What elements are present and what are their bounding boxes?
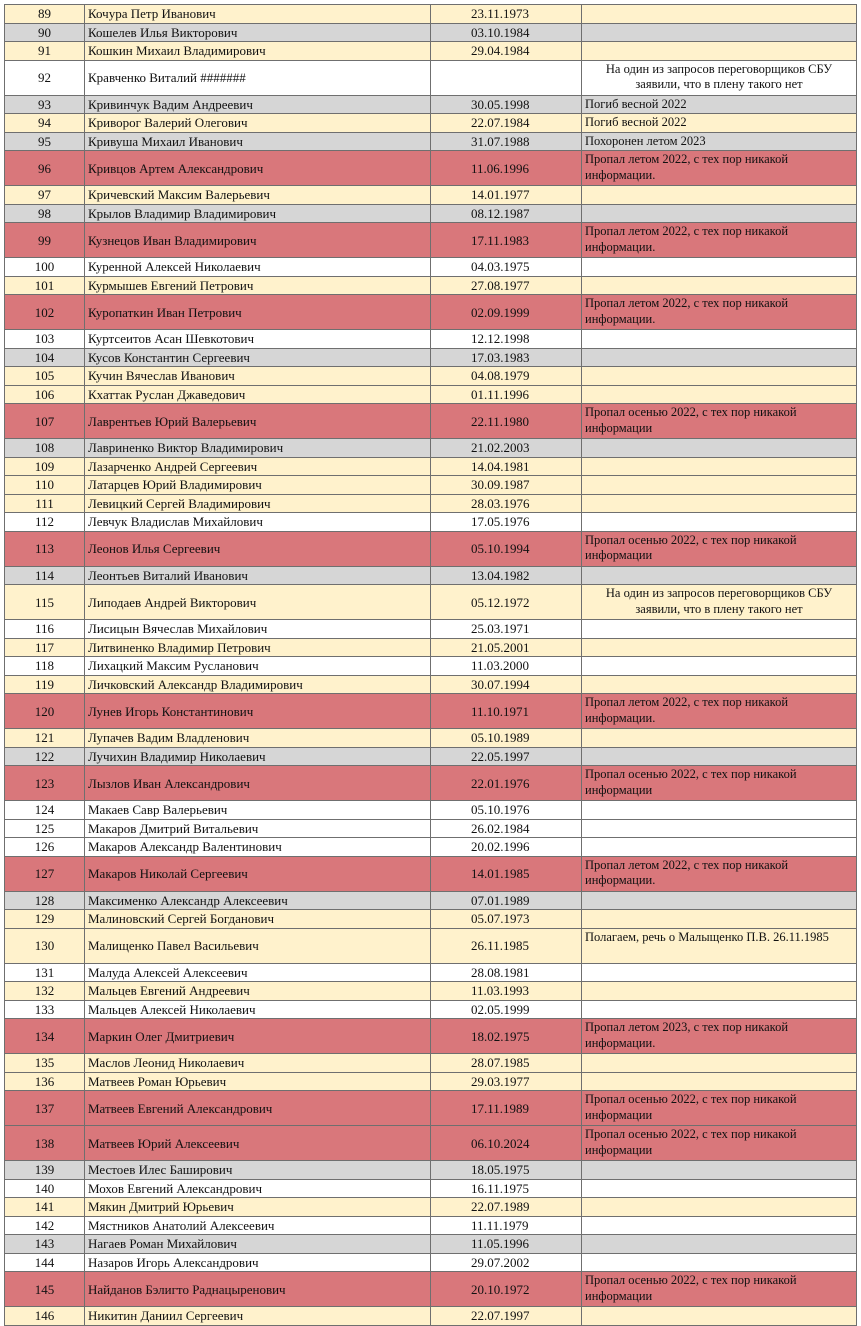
status-note-cell [582,385,857,404]
birth-date-cell: 05.07.1973 [431,910,582,929]
person-name-cell: Кусов Константин Сергеевич [85,348,431,367]
person-name-cell: Кошкин Михаил Владимирович [85,42,431,61]
row-number-cell: 123 [5,766,85,801]
birth-date-cell: 17.05.1976 [431,513,582,532]
person-name-cell: Леонтьев Виталий Иванович [85,566,431,585]
row-number-cell: 133 [5,1000,85,1019]
table-row [5,928,857,963]
row-number-cell: 113 [5,531,85,566]
table-row [5,95,857,114]
status-note-cell: Пропал осенью 2022, с тех пор никакой информации [582,1126,857,1161]
table-row [5,1126,857,1161]
person-name-cell: Лисицын Вячеслав Михайлович [85,620,431,639]
status-note-cell [582,638,857,657]
birth-date-cell: 18.02.1975 [431,1019,582,1054]
table-row [5,494,857,513]
birth-date-cell: 07.01.1989 [431,891,582,910]
status-note-cell [582,1216,857,1235]
row-number-cell: 137 [5,1091,85,1126]
person-name-cell: Криворог Валерий Олегович [85,114,431,133]
person-name-cell: Мохов Евгений Александрович [85,1179,431,1198]
person-name-cell: Куренной Алексей Николаевич [85,258,431,277]
birth-date-cell: 14.01.1985 [431,856,582,891]
table-row [5,694,857,729]
row-number-cell: 127 [5,856,85,891]
birth-date-cell: 17.11.1983 [431,223,582,258]
status-note-cell [582,42,857,61]
table-row [5,513,857,532]
table-row [5,801,857,820]
row-number-cell: 144 [5,1253,85,1272]
row-number-cell: 146 [5,1307,85,1326]
row-number-cell: 111 [5,494,85,513]
person-name-cell: Кричевский Максим Валерьевич [85,186,431,205]
row-number-cell: 98 [5,204,85,223]
status-note-cell [582,204,857,223]
birth-date-cell: 20.02.1996 [431,838,582,857]
birth-date-cell: 30.05.1998 [431,95,582,114]
table-row [5,747,857,766]
person-name-cell: Макаев Савр Валерьевич [85,801,431,820]
row-number-cell: 141 [5,1198,85,1217]
row-number-cell: 128 [5,891,85,910]
row-number-cell: 97 [5,186,85,205]
birth-date-cell: 06.10.2024 [431,1126,582,1161]
row-number-cell: 116 [5,620,85,639]
table-row [5,258,857,277]
row-number-cell: 117 [5,638,85,657]
table-row [5,620,857,639]
row-number-cell: 110 [5,476,85,495]
person-name-cell: Малищенко Павел Васильевич [85,928,431,963]
table-row [5,457,857,476]
birth-date-cell: 11.03.1993 [431,982,582,1001]
row-number-cell: 130 [5,928,85,963]
table-row [5,1000,857,1019]
status-note-cell [582,1161,857,1180]
status-note-cell [582,982,857,1001]
status-note-cell [582,258,857,277]
status-note-cell: На один из запросов переговорщиков СБУ заявили, что в плену такого нет [582,585,857,620]
person-name-cell: Маркин Олег Дмитриевич [85,1019,431,1054]
person-name-cell: Лызлов Иван Александрович [85,766,431,801]
person-name-cell: Малиновский Сергей Богданович [85,910,431,929]
table-row [5,223,857,258]
table-row [5,186,857,205]
table-row [5,910,857,929]
row-number-cell: 145 [5,1272,85,1307]
person-name-cell: Кузнецов Иван Владимирович [85,223,431,258]
table-row [5,330,857,349]
status-note-cell [582,747,857,766]
table-row [5,982,857,1001]
person-name-cell: Куртсеитов Асан Шевкотович [85,330,431,349]
table-row [5,838,857,857]
person-name-cell: Найданов Бэлигто Раднацыренович [85,1272,431,1307]
table-row [5,348,857,367]
birth-date-cell: 14.04.1981 [431,457,582,476]
status-note-cell [582,276,857,295]
person-name-cell: Нагаев Роман Михайлович [85,1235,431,1254]
row-number-cell: 140 [5,1179,85,1198]
birth-date-cell [431,60,582,95]
person-name-cell: Куропаткин Иван Петрович [85,295,431,330]
row-number-cell: 103 [5,330,85,349]
status-note-cell [582,367,857,386]
table-row [5,1054,857,1073]
person-name-cell: Макаров Дмитрий Витальевич [85,819,431,838]
person-name-cell: Липодаев Андрей Викторович [85,585,431,620]
table-row [5,404,857,439]
person-name-cell: Макаров Александр Валентинович [85,838,431,857]
status-note-cell [582,729,857,748]
birth-date-cell: 22.07.1989 [431,1198,582,1217]
table-row [5,1216,857,1235]
table-body [5,5,857,1326]
prisoner-list-table [4,4,857,1326]
row-number-cell: 129 [5,910,85,929]
table-row [5,1072,857,1091]
row-number-cell: 93 [5,95,85,114]
person-name-cell: Лавриненко Виктор Владимирович [85,439,431,458]
status-note-cell [582,675,857,694]
table-row [5,819,857,838]
person-name-cell: Кривуша Михаил Иванович [85,132,431,151]
row-number-cell: 131 [5,963,85,982]
status-note-cell: Пропал осенью 2022, с тех пор никакой информации [582,531,857,566]
status-note-cell: На один из запросов переговорщиков СБУ заявили, что в плену такого нет [582,60,857,95]
row-number-cell: 124 [5,801,85,820]
birth-date-cell: 02.05.1999 [431,1000,582,1019]
table-row [5,132,857,151]
table-row [5,675,857,694]
birth-date-cell: 20.10.1972 [431,1272,582,1307]
status-note-cell: Пропал летом 2022, с тех пор никакой информации. [582,856,857,891]
status-note-cell [582,1054,857,1073]
birth-date-cell: 21.02.2003 [431,439,582,458]
status-note-cell [582,819,857,838]
person-name-cell: Матвеев Юрий Алексеевич [85,1126,431,1161]
birth-date-cell: 26.11.1985 [431,928,582,963]
status-note-cell: Пропал летом 2022, с тех пор никакой информации. [582,151,857,186]
row-number-cell: 120 [5,694,85,729]
person-name-cell: Никитин Даниил Сергеевич [85,1307,431,1326]
status-note-cell [582,566,857,585]
table-row [5,729,857,748]
status-note-cell [582,1235,857,1254]
person-name-cell: Латарцев Юрий Владимирович [85,476,431,495]
row-number-cell: 126 [5,838,85,857]
status-note-cell: Полагаем, речь о Малыщенко П.В. 26.11.1985 [582,928,857,963]
person-name-cell: Лучихин Владимир Николаевич [85,747,431,766]
status-note-cell [582,1307,857,1326]
row-number-cell: 109 [5,457,85,476]
status-note-cell [582,1000,857,1019]
table-row [5,1307,857,1326]
status-note-cell [582,1198,857,1217]
table-row [5,856,857,891]
birth-date-cell: 05.10.1989 [431,729,582,748]
person-name-cell: Матвеев Роман Юрьевич [85,1072,431,1091]
person-name-cell: Левчук Владислав Михайлович [85,513,431,532]
table-row [5,1235,857,1254]
status-note-cell: Погиб весной 2022 [582,114,857,133]
birth-date-cell: 28.08.1981 [431,963,582,982]
birth-date-cell: 01.11.1996 [431,385,582,404]
row-number-cell: 136 [5,1072,85,1091]
row-number-cell: 135 [5,1054,85,1073]
person-name-cell: Лихацкий Максим Русланович [85,657,431,676]
table-row [5,963,857,982]
birth-date-cell: 03.10.1984 [431,23,582,42]
table-row [5,638,857,657]
row-number-cell: 132 [5,982,85,1001]
row-number-cell: 121 [5,729,85,748]
birth-date-cell: 11.03.2000 [431,657,582,676]
row-number-cell: 102 [5,295,85,330]
table-row [5,1198,857,1217]
person-name-cell: Личковский Александр Владимирович [85,675,431,694]
person-name-cell: Мальцев Евгений Андреевич [85,982,431,1001]
status-note-cell: Пропал осенью 2022, с тех пор никакой информации [582,1091,857,1126]
birth-date-cell: 21.05.2001 [431,638,582,657]
status-note-cell: Похоронен летом 2023 [582,132,857,151]
table-row [5,276,857,295]
table-row [5,566,857,585]
person-name-cell: Максименко Александр Алексеевич [85,891,431,910]
status-note-cell: Погиб весной 2022 [582,95,857,114]
row-number-cell: 96 [5,151,85,186]
row-number-cell: 143 [5,1235,85,1254]
person-name-cell: Кошелев Илья Викторович [85,23,431,42]
birth-date-cell: 16.11.1975 [431,1179,582,1198]
row-number-cell: 112 [5,513,85,532]
birth-date-cell: 23.11.1973 [431,5,582,24]
person-name-cell: Местоев Илес Баширович [85,1161,431,1180]
table-row [5,531,857,566]
status-note-cell [582,1253,857,1272]
birth-date-cell: 14.01.1977 [431,186,582,205]
status-note-cell [582,494,857,513]
table-row [5,295,857,330]
row-number-cell: 100 [5,258,85,277]
status-note-cell [582,891,857,910]
row-number-cell: 139 [5,1161,85,1180]
status-note-cell [582,910,857,929]
person-name-cell: Лунев Игорь Константинович [85,694,431,729]
person-name-cell: Назаров Игорь Александрович [85,1253,431,1272]
person-name-cell: Мястников Анатолий Алексеевич [85,1216,431,1235]
table-row [5,114,857,133]
table-row [5,60,857,95]
row-number-cell: 134 [5,1019,85,1054]
birth-date-cell: 29.03.1977 [431,1072,582,1091]
birth-date-cell: 11.11.1979 [431,1216,582,1235]
birth-date-cell: 05.10.1994 [431,531,582,566]
birth-date-cell: 30.09.1987 [431,476,582,495]
table-row [5,1253,857,1272]
person-name-cell: Малуда Алексей Алексеевич [85,963,431,982]
row-number-cell: 91 [5,42,85,61]
row-number-cell: 125 [5,819,85,838]
table-row [5,1091,857,1126]
status-note-cell: Пропал осенью 2022, с тех пор никакой информации [582,1272,857,1307]
status-note-cell: Пропал летом 2023, с тех пор никакой информации. [582,1019,857,1054]
row-number-cell: 122 [5,747,85,766]
person-name-cell: Мальцев Алексей Николаевич [85,1000,431,1019]
birth-date-cell: 22.05.1997 [431,747,582,766]
status-note-cell: Пропал летом 2022, с тех пор никакой информации. [582,223,857,258]
status-note-cell: Пропал летом 2022, с тех пор никакой информации. [582,694,857,729]
person-name-cell: Матвеев Евгений Александрович [85,1091,431,1126]
birth-date-cell: 30.07.1994 [431,675,582,694]
person-name-cell: Курмышев Евгений Петрович [85,276,431,295]
birth-date-cell: 28.07.1985 [431,1054,582,1073]
birth-date-cell: 22.01.1976 [431,766,582,801]
person-name-cell: Леонов Илья Сергеевич [85,531,431,566]
birth-date-cell: 22.11.1980 [431,404,582,439]
birth-date-cell: 11.05.1996 [431,1235,582,1254]
status-note-cell [582,513,857,532]
birth-date-cell: 17.11.1989 [431,1091,582,1126]
table-row [5,439,857,458]
person-name-cell: Крылов Владимир Владимирович [85,204,431,223]
birth-date-cell: 18.05.1975 [431,1161,582,1180]
table-row [5,1272,857,1307]
table-row [5,5,857,24]
person-name-cell: Маслов Леонид Николаевич [85,1054,431,1073]
status-note-cell [582,963,857,982]
row-number-cell: 101 [5,276,85,295]
row-number-cell: 94 [5,114,85,133]
person-name-cell: Макаров Николай Сергеевич [85,856,431,891]
table-row [5,151,857,186]
birth-date-cell: 29.04.1984 [431,42,582,61]
status-note-cell [582,801,857,820]
table-row [5,367,857,386]
table-row [5,23,857,42]
birth-date-cell: 22.07.1997 [431,1307,582,1326]
status-note-cell [582,1072,857,1091]
birth-date-cell: 13.04.1982 [431,566,582,585]
status-note-cell [582,620,857,639]
person-name-cell: Лупачев Вадим Владленович [85,729,431,748]
person-name-cell: Кравченко Виталий ####### [85,60,431,95]
birth-date-cell: 28.03.1976 [431,494,582,513]
status-note-cell: Пропал осенью 2022, с тех пор никакой информации [582,766,857,801]
row-number-cell: 92 [5,60,85,95]
birth-date-cell: 25.03.1971 [431,620,582,639]
row-number-cell: 105 [5,367,85,386]
row-number-cell: 107 [5,404,85,439]
birth-date-cell: 08.12.1987 [431,204,582,223]
row-number-cell: 99 [5,223,85,258]
row-number-cell: 108 [5,439,85,458]
status-note-cell [582,457,857,476]
birth-date-cell: 05.10.1976 [431,801,582,820]
row-number-cell: 119 [5,675,85,694]
person-name-cell: Лаврентьев Юрий Валерьевич [85,404,431,439]
status-note-cell [582,186,857,205]
birth-date-cell: 27.08.1977 [431,276,582,295]
birth-date-cell: 11.06.1996 [431,151,582,186]
status-note-cell [582,439,857,458]
table-row [5,1179,857,1198]
row-number-cell: 104 [5,348,85,367]
person-name-cell: Кучин Вячеслав Иванович [85,367,431,386]
table-row [5,42,857,61]
status-note-cell: Пропал осенью 2022, с тех пор никакой информации [582,404,857,439]
birth-date-cell: 04.03.1975 [431,258,582,277]
person-name-cell: Кхаттак Руслан Джаведович [85,385,431,404]
birth-date-cell: 26.02.1984 [431,819,582,838]
table-row [5,385,857,404]
row-number-cell: 142 [5,1216,85,1235]
birth-date-cell: 05.12.1972 [431,585,582,620]
status-note-cell [582,476,857,495]
person-name-cell: Кривцов Артем Александрович [85,151,431,186]
birth-date-cell: 12.12.1998 [431,330,582,349]
table-row [5,657,857,676]
table-row [5,204,857,223]
table-row [5,1161,857,1180]
table-row [5,891,857,910]
status-note-cell: Пропал летом 2022, с тех пор никакой информации. [582,295,857,330]
status-note-cell [582,23,857,42]
table-row [5,1019,857,1054]
row-number-cell: 90 [5,23,85,42]
row-number-cell: 114 [5,566,85,585]
status-note-cell [582,348,857,367]
birth-date-cell: 17.03.1983 [431,348,582,367]
status-note-cell [582,5,857,24]
row-number-cell: 118 [5,657,85,676]
row-number-cell: 115 [5,585,85,620]
table-row [5,766,857,801]
birth-date-cell: 11.10.1971 [431,694,582,729]
person-name-cell: Литвиненко Владимир Петрович [85,638,431,657]
birth-date-cell: 04.08.1979 [431,367,582,386]
birth-date-cell: 29.07.2002 [431,1253,582,1272]
person-name-cell: Кривинчук Вадим Андреевич [85,95,431,114]
row-number-cell: 95 [5,132,85,151]
row-number-cell: 89 [5,5,85,24]
birth-date-cell: 31.07.1988 [431,132,582,151]
person-name-cell: Лазарченко Андрей Сергеевич [85,457,431,476]
status-note-cell [582,1179,857,1198]
row-number-cell: 106 [5,385,85,404]
status-note-cell [582,838,857,857]
status-note-cell [582,330,857,349]
table-row [5,476,857,495]
person-name-cell: Левицкий Сергей Владимирович [85,494,431,513]
birth-date-cell: 22.07.1984 [431,114,582,133]
row-number-cell: 138 [5,1126,85,1161]
person-name-cell: Мякин Дмитрий Юрьевич [85,1198,431,1217]
person-name-cell: Кочура Петр Иванович [85,5,431,24]
birth-date-cell: 02.09.1999 [431,295,582,330]
status-note-cell [582,657,857,676]
table-row [5,585,857,620]
